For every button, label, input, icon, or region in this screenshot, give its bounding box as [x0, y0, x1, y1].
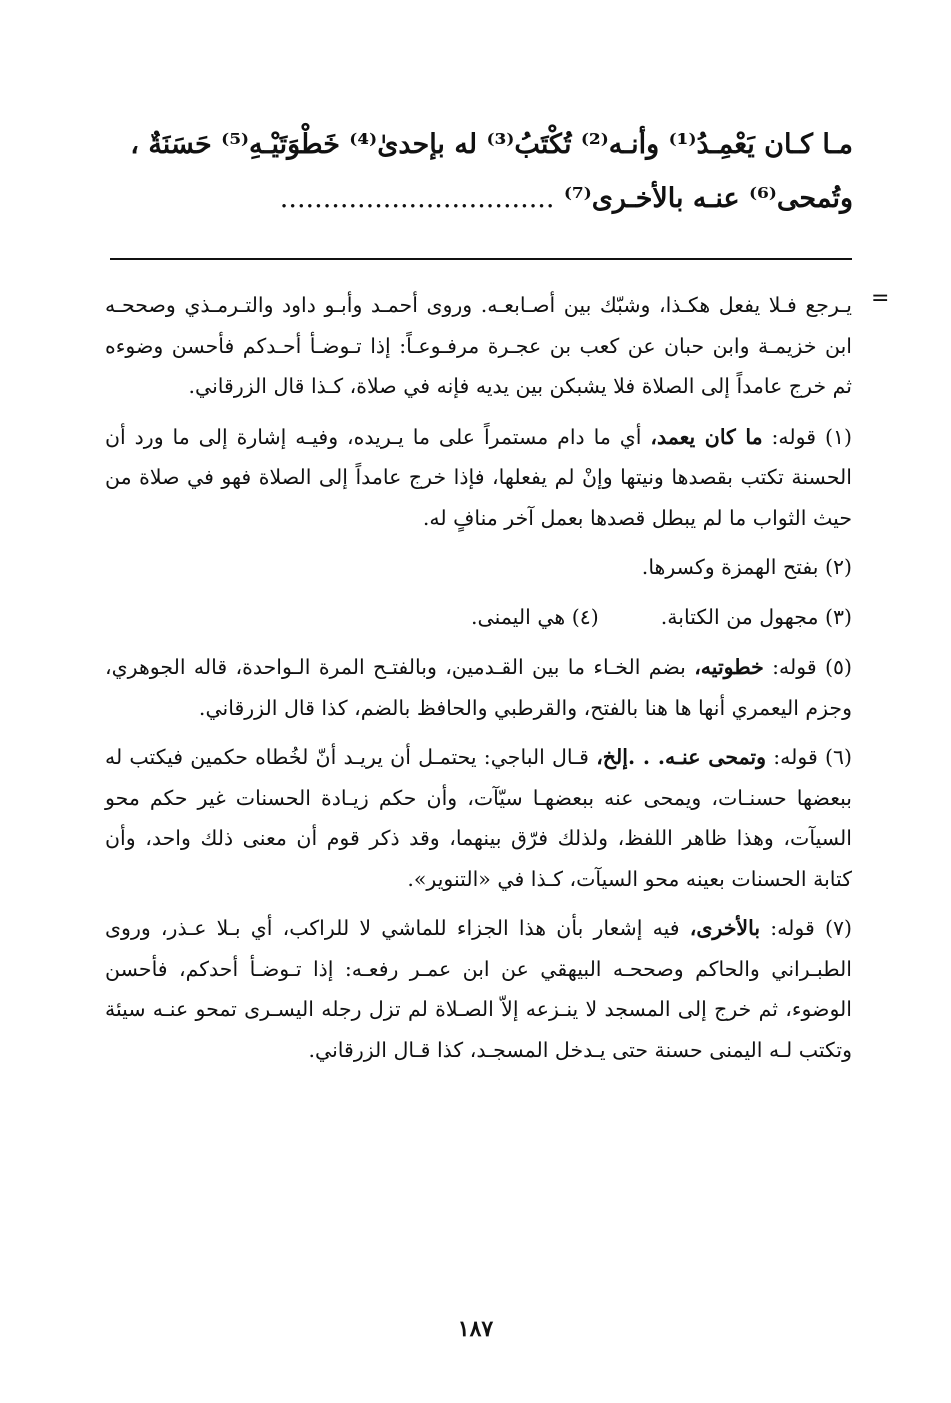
- footnotes-3-4: [105, 597, 852, 638]
- main-text: [108, 118, 853, 226]
- footnote-lead: قوله:: [770, 916, 815, 940]
- footnote-3: [661, 597, 852, 638]
- footnote-text: هي اليمنى.: [471, 604, 566, 629]
- footnote-7: [105, 908, 852, 1070]
- footnote-lead: قوله:: [773, 745, 818, 769]
- footnote-number: (٣): [824, 604, 852, 629]
- footnote-continuation: يـرجع فـلا يفعل هكـذا، وشبّك بين أصـابعـه. وروى أحمـد وأبـو داود والتـرمـذي وصححـه ابن خزيمـة وابن حبان عن كعب بن عجـرة مرفـوعـاً: إذا تـوضـأ أحـدكم فأحسن وضوءه ثم خرج عامداً إلى الصلاة فلا يشبكن بين يديه فإنه في صلاة، كـذا قال الزرقاني.: [105, 293, 852, 398]
- footnotes: [105, 285, 852, 1079]
- footnote-keyword: وتمحى عنـه. . .إلخ،: [596, 745, 767, 769]
- main-text-line-2: [108, 172, 853, 226]
- footnote-5: [105, 647, 852, 728]
- footnote-4: [471, 597, 599, 638]
- footnote-text: أي ما دام مستمراً على ما يـريده، وفيـه إشارة إلى ما ورد أن الحسنة تكتب بقصدها ونيتها وإنْ لم يفعلها، فإذا خرج عامداً إلى الصلاة فهو في صلاة من حيث الثواب ما لم يبطل قصدها بعمل آخر منافٍ له.: [105, 424, 852, 530]
- footnote-6: [105, 737, 852, 899]
- footnote-1: [105, 417, 852, 539]
- continuation-mark: =: [871, 286, 890, 311]
- footnote-lead: قوله:: [771, 424, 817, 449]
- footnote-text: مجهول من الكتابة.: [660, 604, 819, 629]
- footnote-keyword: ما كان يعمد،: [650, 424, 763, 449]
- page-number: ١٨٧: [457, 1316, 494, 1342]
- footnote-keyword: بالأخرى،: [689, 916, 761, 940]
- footnote-text: فيه إشعار بأن هذا الجزاء للماشي لا للراكب، أي بـلا عـذر، وروى الطبـراني والحاكم وصححـه البيهقي عن ابن عمـر رفعـه: إذا تـوضـأ أحدكم، فأحسن الوضوء، ثم خرج إلى المسجد لا ينـزعه إلاّ الصـلاة لم تزل رجله اليسـرى تمحو عنـه سيئة وتكتب لـه اليمنى حسنة حتى يـدخل المسجـد، كذا قـال الزرقاني.: [105, 916, 852, 1062]
- footnote-number: (٦): [824, 745, 852, 769]
- footnote-number: (٤): [571, 604, 599, 629]
- footnote-number: (١): [824, 424, 852, 449]
- footnote-2: [105, 547, 852, 588]
- footnote-number: (٢): [824, 555, 852, 579]
- footnote-lead: قوله:: [772, 655, 817, 679]
- footnote-text: بفتح الهمزة وكسرها.: [641, 555, 819, 579]
- footnote-keyword: خطوتيه،: [694, 655, 764, 679]
- footnote-number: (٧): [824, 916, 852, 940]
- footnote-number: (٥): [824, 655, 852, 679]
- footnote-text: قـال الباجي: يحتمـل أن يريـد أنّ لخُطاه حكمين فيكتب له ببعضها حسنـات، ويمحى عنه ببعضهـا سيّآت، وأن حكم زيـادة الحسنات غير حكم محو السيآت، وهذا ظاهر اللفظ، ولذلك فرّق بينهما، وقد ذكر قوم أن معنى ذلك واحد، وأن كتابة الحسنات بعينه محو السيآت، كـذا في «التنوير».: [105, 745, 852, 891]
- footnote-text: بضم الخـاء ما بين القـدمين، وبالفتـح المرة الـواحدة، قاله الجوهري، وجزم اليعمري أنها ها هنا بالفتح، والقرطبي والحافظ بالضم، كذا قال الزرقاني.: [105, 655, 852, 720]
- dotted-leader: ................................: [279, 183, 555, 214]
- main-text-line-2-words: وتُمحى⁽⁶⁾ عنـه بالأخـرى⁽⁷⁾: [563, 183, 853, 214]
- main-text-line-1: مـا كـان يَعْمِـدُ⁽¹⁾ وأنـه⁽²⁾ تُكْتَبُ⁽³⁾ له بإحدىٰ⁽⁴⁾ خَطْوَتَيْـهِ⁽⁵⁾ حَسَنَةٌ ،: [130, 129, 853, 160]
- footnote-separator: [110, 258, 852, 260]
